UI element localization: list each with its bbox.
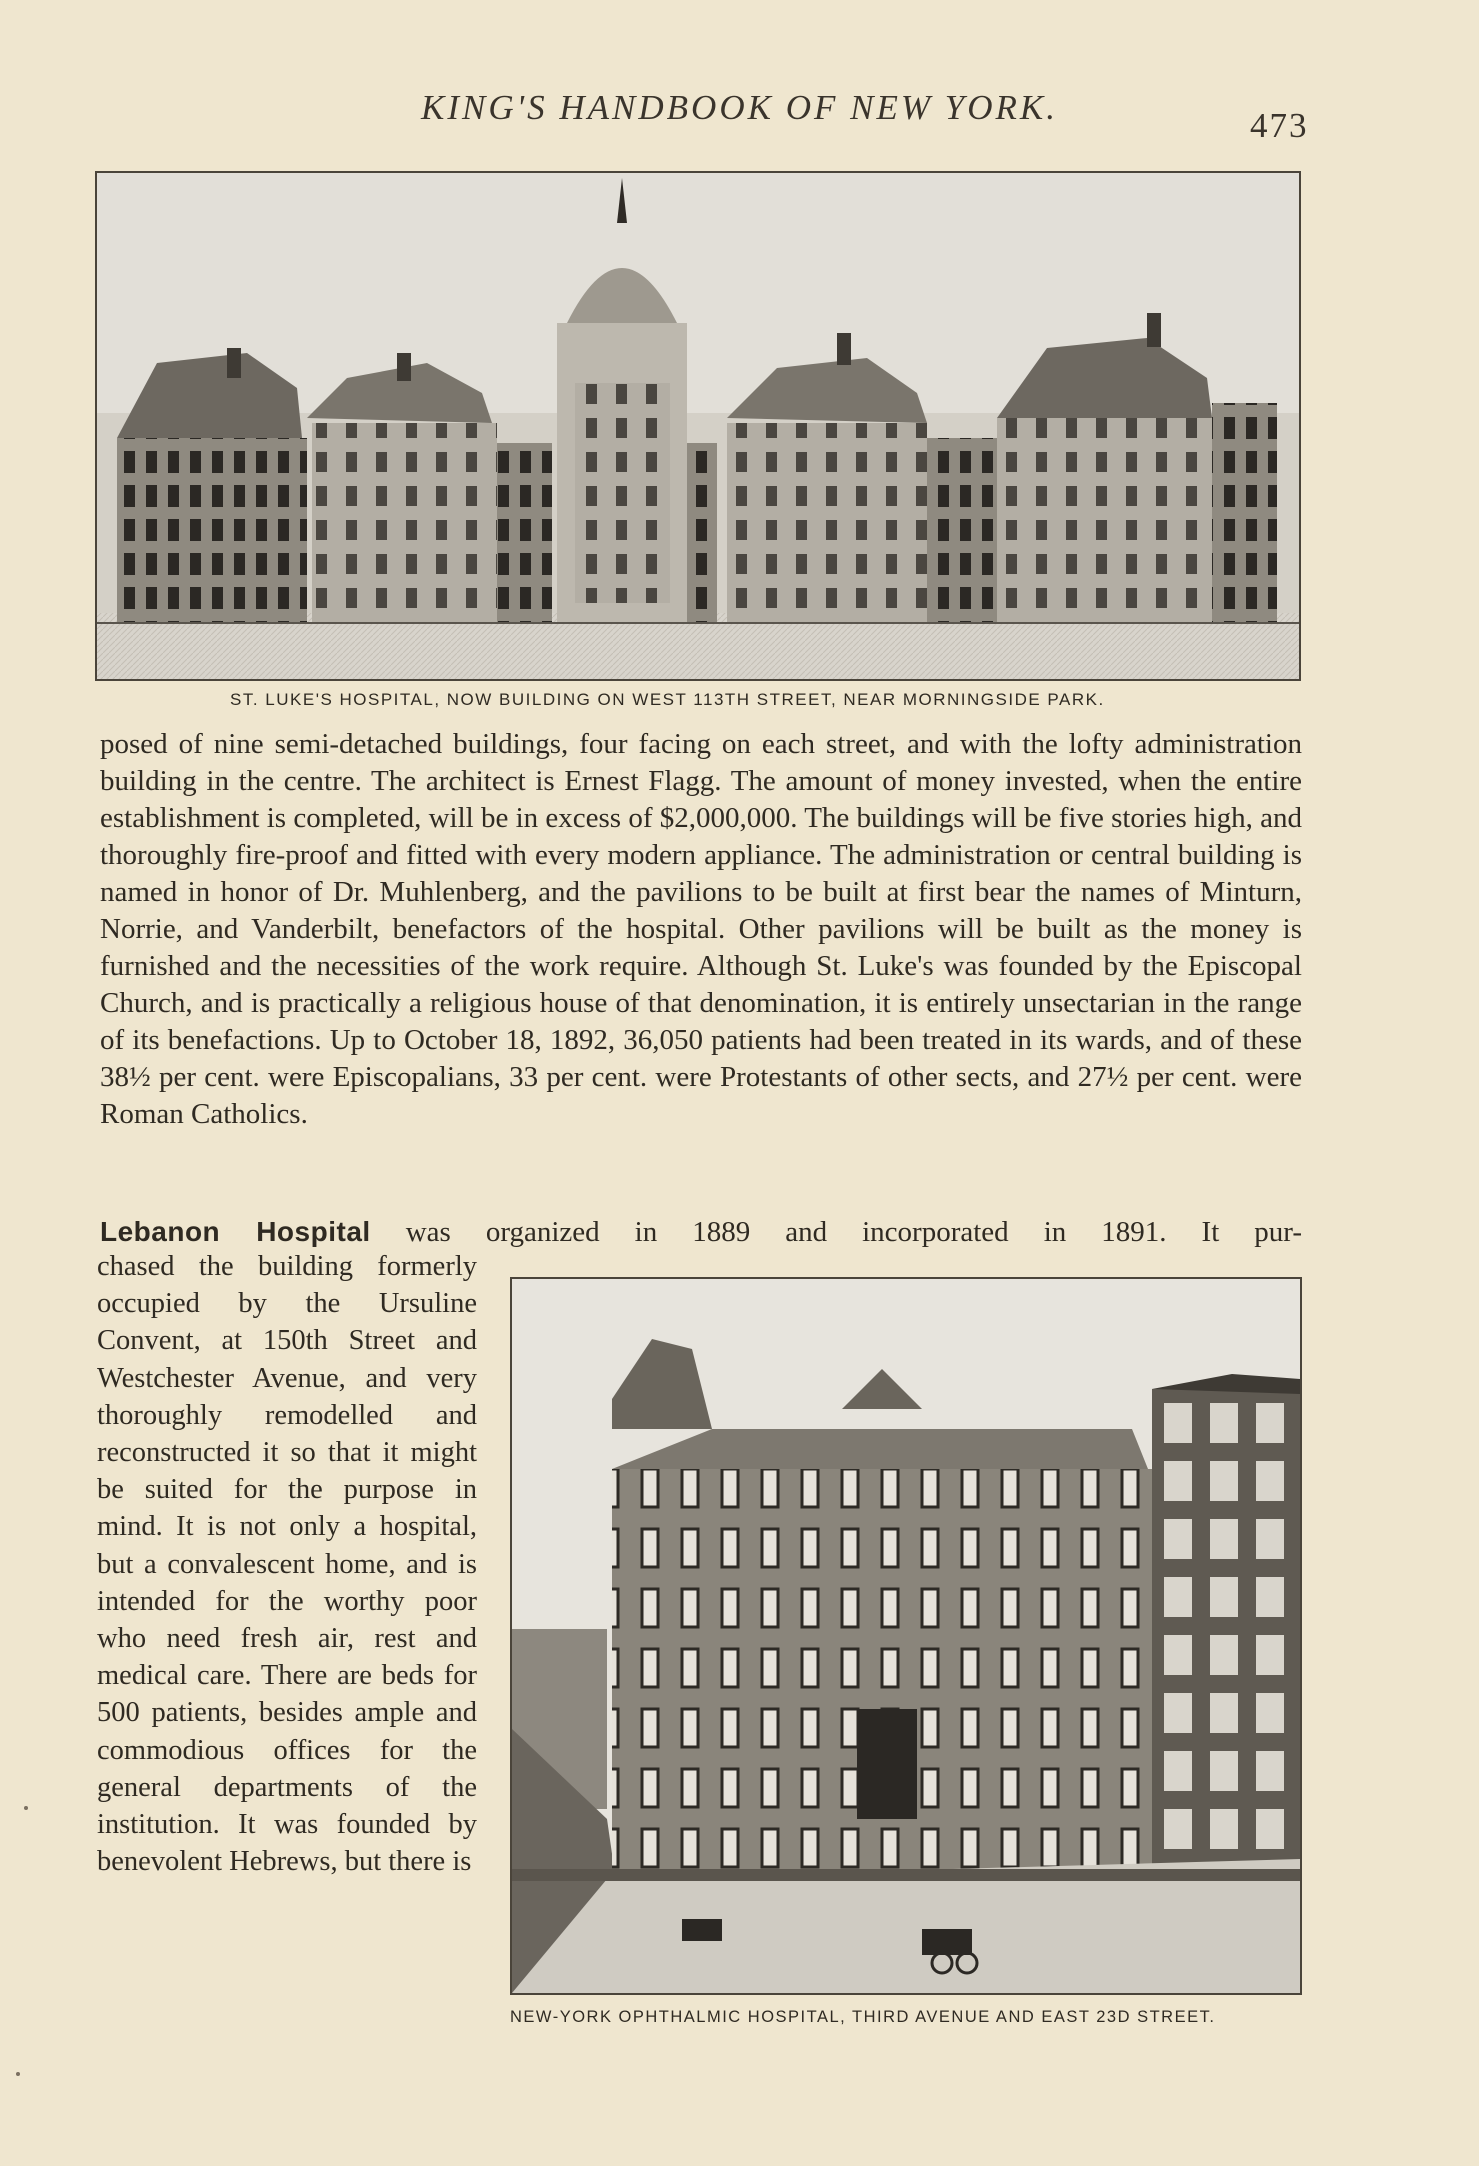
bottom-figure-caption: NEW-YORK OPHTHALMIC HOSPITAL, THIRD AVENUE AND EAST 23D STREET. — [510, 2008, 1216, 2026]
st-lukes-hospital-engraving — [97, 173, 1299, 679]
ophthalmic-hospital-engraving — [512, 1279, 1300, 1993]
lebanon-lead-line — [100, 1213, 1302, 1251]
top-figure-caption: ST. LUKE'S HOSPITAL, NOW BUILDING ON WEST 113TH STREET, NEAR MORNINGSIDE PARK. — [230, 690, 1105, 709]
st-lukes-hospital-illustration — [95, 171, 1301, 681]
lebanon-column-text: chased the building formerly occupied by the Ursuline Convent, at 150th Street and Westchester Avenue, and very thoroughly remodelled and reconstructed it so that it might be suited for the purpose in mind. It is not only a hospital, but a convalescent home, and is intended for the worthy poor who need fresh air, rest and medical care. There are beds for 500 patients, besides ample and commodious offices for the general departments of the institution. It was founded by benevolent Hebrews, but there is — [97, 1251, 477, 1878]
paper-speck — [16, 2072, 20, 2076]
st-lukes-paragraph — [100, 726, 1302, 1133]
ophthalmic-hospital-illustration — [510, 1277, 1302, 1995]
lebanon-hospital-heading: Lebanon Hospital — [100, 1216, 371, 1247]
paper-speck — [24, 1806, 28, 1810]
lebanon-lead-text: was organized in 1889 and incorporated in 1891. It pur- — [405, 1216, 1303, 1248]
page-number: 473 — [1250, 106, 1309, 145]
running-title: KING'S HANDBOOK OF NEW YORK. — [421, 88, 1058, 127]
paragraph-1-text: posed of nine semi-detached buildings, four facing on each street, and with the lofty administration building in the centre. The architect is Ernest Flagg. The amount of money invested, when the entire establishment is completed, will be in excess of $2,000,000. The buildings will be five stories high, and thoroughly fire-proof and fitted with every modern appliance. The administration or central building is named in honor of Dr. Muhlenberg, and the pavilions to be built at first bear the names of Minturn, Norrie, and Vanderbilt, benefactors of the hospital. Other pavilions will be built as the money is furnished and the necessities of the work require. Although St. Luke's was founded by the Episcopal Church, and is practically a religious house of that denomination, it is entirely unsectarian in the range of its benefactions. Up to October 18, 1892, 36,050 patients had been treated in its wards, and of these 38½ per cent. were Episcopalians, 33 per cent. were Protestants of other sects, and 27½ per cent. were Roman Catholics. — [100, 728, 1302, 1130]
